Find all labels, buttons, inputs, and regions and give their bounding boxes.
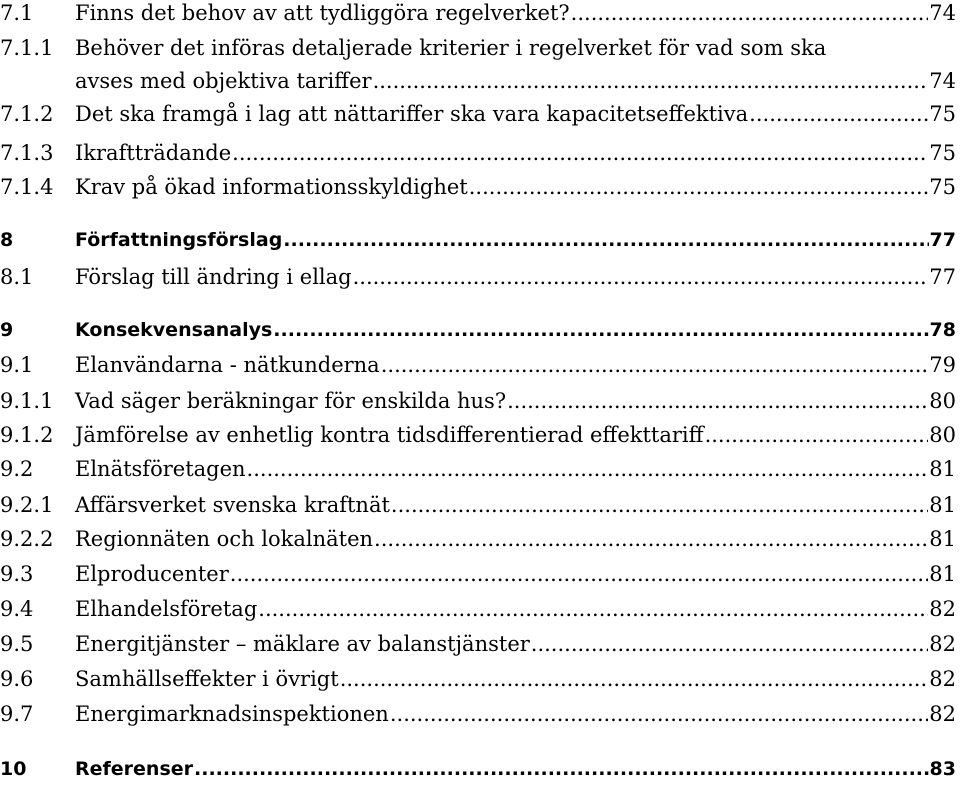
toc-leader-dots [705, 418, 929, 452]
toc-number: 9.4 [0, 597, 34, 621]
toc-page-number: 82 [929, 632, 956, 656]
toc-title: Elanvändarna - nätkunderna [75, 353, 380, 377]
toc-title: Jämförelse av enhetlig kontra tidsdifferentierad effekttariff [75, 423, 704, 447]
toc-leader-dots [390, 697, 928, 731]
toc-entry[interactable] [0, 452, 956, 486]
toc-page-number: 75 [929, 102, 956, 126]
toc-entry[interactable] [0, 384, 956, 418]
toc-page-number: 77 [929, 265, 956, 289]
toc-page-number: 80 [929, 423, 956, 447]
toc-leader-dots [531, 627, 928, 661]
toc-number: 9 [0, 319, 14, 341]
toc-entry[interactable] [0, 348, 956, 382]
toc-leader-dots [381, 348, 929, 382]
toc-entry[interactable] [0, 662, 956, 696]
toc-leader-dots [232, 136, 928, 170]
toc-entry[interactable] [0, 418, 956, 452]
toc-title: Förslag till ändring i ellag [75, 265, 352, 289]
toc-entry[interactable] [0, 170, 956, 204]
toc-page-number: 74 [929, 1, 956, 25]
toc-leader-dots [507, 384, 928, 418]
toc-leader-dots [571, 0, 929, 30]
toc-number: 7.1.4 [0, 175, 54, 199]
toc-page-number: 81 [929, 493, 956, 517]
toc-entry[interactable] [0, 697, 956, 731]
toc-entry[interactable] [0, 97, 956, 131]
toc-number: 9.2 [0, 457, 34, 481]
toc-leader-dots [258, 592, 928, 626]
toc-number: 9.2.1 [0, 493, 54, 517]
toc-chapter-entry[interactable] [0, 313, 956, 347]
toc-leader-dots [353, 260, 929, 294]
toc-entry[interactable] [0, 136, 956, 170]
toc-page-number: 82 [929, 702, 956, 726]
toc-number: 8.1 [0, 265, 34, 289]
toc-leader-dots [283, 223, 928, 257]
toc-leader-dots [273, 313, 928, 347]
toc-leader-dots [469, 170, 929, 204]
toc-leader-dots [749, 97, 928, 131]
toc-leader-dots [340, 662, 929, 696]
toc-number: 7.1 [0, 1, 34, 25]
toc-number: 9.1.1 [0, 389, 54, 413]
toc-title: Krav på ökad informationsskyldighet [75, 175, 468, 199]
toc-number: 10 [0, 758, 27, 780]
toc-leader-dots [230, 557, 929, 591]
toc-number: 7.1.1 [0, 36, 54, 60]
toc-title: Affärsverket svenska kraftnät [75, 493, 390, 517]
toc-title: Finns det behov av att tydliggöra regelverket? [75, 1, 570, 25]
toc-leader-dots [391, 488, 928, 522]
toc-number: 9.6 [0, 667, 34, 691]
toc-number: 7.1.2 [0, 102, 54, 126]
toc-entry-continuation[interactable] [0, 64, 956, 98]
toc-page-number: 82 [929, 667, 956, 691]
toc-entry[interactable] [0, 31, 956, 65]
toc-title: Regionnäten och lokalnäten [75, 527, 374, 551]
toc-page-number: 81 [929, 457, 956, 481]
toc-page-number: 80 [929, 389, 956, 413]
toc-page-number: 79 [929, 353, 956, 377]
toc-page-number: 81 [929, 527, 956, 551]
toc-page-number: 77 [929, 229, 956, 251]
toc-page-number: 82 [929, 597, 956, 621]
toc-leader-dots [374, 522, 928, 556]
toc-title: Elhandelsföretag [75, 597, 258, 621]
toc-title: Energitjänster – mäklare av balanstjänster [75, 632, 530, 656]
toc-number: 7.1.3 [0, 141, 54, 165]
toc-entry[interactable] [0, 592, 956, 626]
toc-title: Vad säger beräkningar för enskilda hus? [75, 389, 507, 413]
toc-title: Författningsförslag [75, 229, 283, 251]
toc-title: Det ska framgå i lag att nättariffer ska vara kapacitetseffektiva [75, 102, 749, 126]
toc-title: Referenser [75, 758, 194, 780]
toc-page-number: 75 [929, 141, 956, 165]
toc-number: 9.1.2 [0, 423, 54, 447]
toc-page-number: 75 [929, 175, 956, 199]
toc-title: Elnätsföretagen [75, 457, 246, 481]
toc-title: Ikraftträdande [75, 141, 232, 165]
toc-number: 9.2.2 [0, 527, 54, 551]
toc-leader-dots [373, 64, 929, 98]
toc-entry[interactable] [0, 627, 956, 661]
toc-entry[interactable] [0, 557, 956, 591]
toc-entry[interactable] [0, 260, 956, 294]
toc-number: 8 [0, 229, 14, 251]
toc-page-number: 81 [929, 562, 956, 586]
toc-entry[interactable] [0, 522, 956, 556]
toc-page-number: 78 [929, 319, 956, 341]
toc-chapter-entry[interactable] [0, 223, 956, 257]
toc-title: avses med objektiva tariffer [75, 69, 372, 93]
toc-entry[interactable] [0, 488, 956, 522]
toc-number: 9.7 [0, 702, 34, 726]
toc-title: Behöver det införas detaljerade kriterier i regelverket för vad som ska [75, 36, 827, 60]
toc-title: Energimarknadsinspektionen [75, 702, 389, 726]
toc-page-number: 74 [929, 69, 956, 93]
toc-title: Elproducenter [75, 562, 229, 586]
toc-title: Konsekvensanalys [75, 319, 273, 341]
toc-page-number: 83 [929, 758, 956, 780]
toc-number: 9.3 [0, 562, 34, 586]
toc-leader-dots [247, 452, 929, 486]
toc-title: Samhällseffekter i övrigt [75, 667, 339, 691]
toc-entry[interactable] [0, 0, 956, 30]
toc-number: 9.5 [0, 632, 34, 656]
toc-number: 9.1 [0, 353, 34, 377]
